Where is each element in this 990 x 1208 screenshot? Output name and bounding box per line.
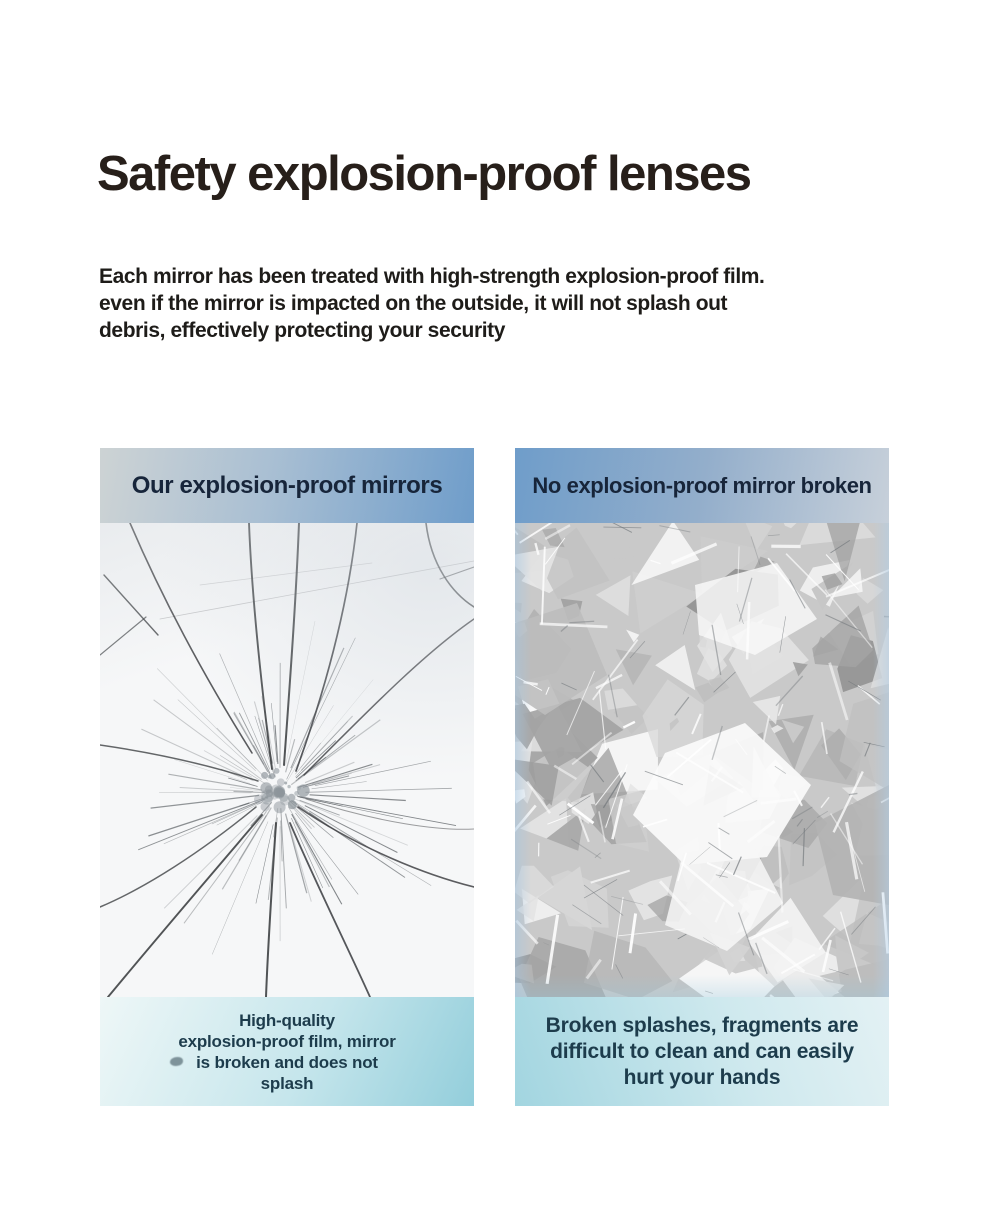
caption-line: Broken splashes, fragments are	[545, 1013, 859, 1037]
no-explosion-proof-panel-caption	[515, 997, 889, 1106]
description-line-1: Each mirror has been treated with high-strength explosion-proof film.	[99, 265, 765, 288]
description-line-3: debris, effectively protecting your security	[99, 319, 506, 342]
caption-line: High-quality	[239, 1010, 335, 1030]
caption-line: hurt your hands	[623, 1065, 781, 1089]
page-description	[99, 263, 909, 344]
caption-line: is broken and does not	[196, 1052, 378, 1072]
explosion-proof-panel-caption	[100, 997, 474, 1106]
cracked-mirror-image	[100, 523, 474, 997]
description-line-2: even if the mirror is impacted on the outside, it will not splash out	[99, 292, 728, 315]
no-explosion-proof-panel	[515, 448, 889, 1106]
explosion-proof-panel-header	[100, 448, 474, 523]
crack-pattern-graphic	[100, 523, 474, 997]
smudge-artifact	[170, 1057, 183, 1066]
no-explosion-proof-header-label: No explosion-proof mirror broken	[532, 472, 872, 498]
no-explosion-proof-panel-header	[515, 448, 889, 523]
shattered-mirror-image	[515, 523, 889, 997]
page-title: Safety explosion-proof lenses	[97, 147, 751, 201]
caption-line: splash	[260, 1073, 314, 1093]
caption-line: explosion-proof film, mirror	[178, 1031, 396, 1051]
explosion-proof-panel	[100, 448, 474, 1106]
shatter-pattern-graphic	[515, 523, 889, 997]
explosion-proof-header-label: Our explosion-proof mirrors	[131, 471, 443, 499]
caption-line: difficult to clean and can easily	[550, 1039, 854, 1063]
